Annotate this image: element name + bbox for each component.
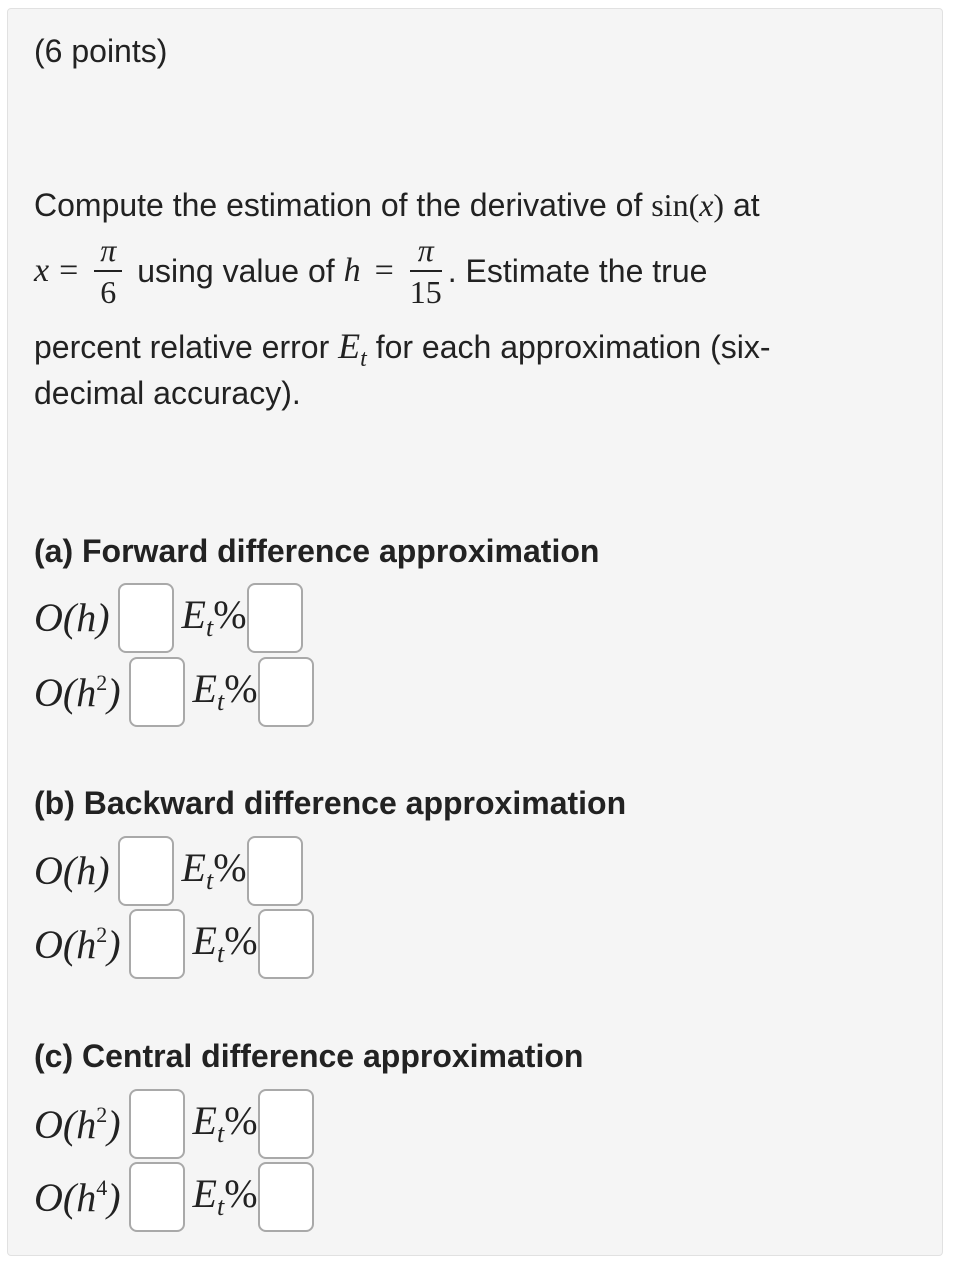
x-variable: x <box>34 252 50 289</box>
x-fraction <box>94 234 122 308</box>
x-equals: = <box>59 252 79 289</box>
et-percent-label: $E_t\%$ <box>192 1098 258 1148</box>
forward-oh2-error-input[interactable] <box>258 657 314 727</box>
points-label: (6 points) <box>34 33 168 69</box>
row-forward-oh <box>34 581 309 655</box>
question-line-4: decimal accuracy). <box>34 375 301 411</box>
question-card <box>7 8 943 1256</box>
forward-oh-value-input[interactable] <box>118 583 174 653</box>
sin-close-paren: ) <box>713 187 725 223</box>
central-oh4-value-input[interactable] <box>129 1162 185 1232</box>
backward-oh2-value-input[interactable] <box>129 909 185 979</box>
et-percent-label: $E_t\%$ <box>192 918 258 968</box>
row-central-oh2 <box>34 1087 320 1161</box>
et-symbol: $E_t$ <box>338 326 367 373</box>
backward-oh2-error-input[interactable] <box>258 909 314 979</box>
central-oh4-error-input[interactable] <box>258 1162 314 1232</box>
h-fraction-denominator: 15 <box>409 274 442 310</box>
sin-function: sin <box>651 187 689 223</box>
et-percent-label: $E_t\%$ <box>181 845 247 895</box>
section-title-backward: (b) Backward difference approximation <box>34 785 627 821</box>
row-backward-oh <box>34 834 309 908</box>
sin-variable: x <box>699 187 714 223</box>
x-fraction-numerator: π <box>94 234 122 272</box>
order-label: O(h) <box>34 595 110 640</box>
backward-oh-error-input[interactable] <box>247 836 303 906</box>
order-label: $O(h^2)$ <box>34 1101 121 1147</box>
section-title-central: (c) Central difference approximation <box>34 1038 584 1074</box>
order-label: $O(h^4)$ <box>34 1174 121 1220</box>
section-title-forward: (a) Forward difference approximation <box>34 533 600 569</box>
et-percent-label: $E_t\%$ <box>192 666 258 716</box>
central-oh2-error-input[interactable] <box>258 1089 314 1159</box>
question-line-1 <box>34 187 760 224</box>
h-fraction <box>410 234 442 308</box>
sin-open-paren: ( <box>688 187 700 223</box>
backward-oh-value-input[interactable] <box>118 836 174 906</box>
order-label: O(h) <box>34 848 110 893</box>
forward-oh-error-input[interactable] <box>247 583 303 653</box>
question-text-3-end: for each approximation (six- <box>366 329 771 365</box>
et-percent-label: $E_t\%$ <box>192 1171 258 1221</box>
h-fraction-numerator: π <box>410 234 442 272</box>
question-line-3 <box>34 325 771 373</box>
et-percent-label: $E_t\%$ <box>181 592 247 642</box>
h-equals: = <box>374 252 394 289</box>
h-variable: h <box>343 252 361 289</box>
question-text-2-end: . Estimate the true <box>447 252 708 289</box>
order-label: $O(h^2)$ <box>34 921 121 967</box>
row-central-oh4 <box>34 1160 320 1234</box>
row-forward-oh2 <box>34 655 320 729</box>
x-fraction-denominator: 6 <box>100 274 117 310</box>
question-text-1-end: at <box>724 187 760 223</box>
row-backward-oh2 <box>34 907 320 981</box>
order-label: $O(h^2)$ <box>34 669 121 715</box>
question-text-1: Compute the estimation of the derivative of <box>34 187 652 223</box>
question-text-2: using value of <box>128 252 344 289</box>
forward-oh2-value-input[interactable] <box>129 657 185 727</box>
central-oh2-value-input[interactable] <box>129 1089 185 1159</box>
question-text-3: percent relative error <box>34 329 339 365</box>
question-line-2 <box>34 231 707 311</box>
